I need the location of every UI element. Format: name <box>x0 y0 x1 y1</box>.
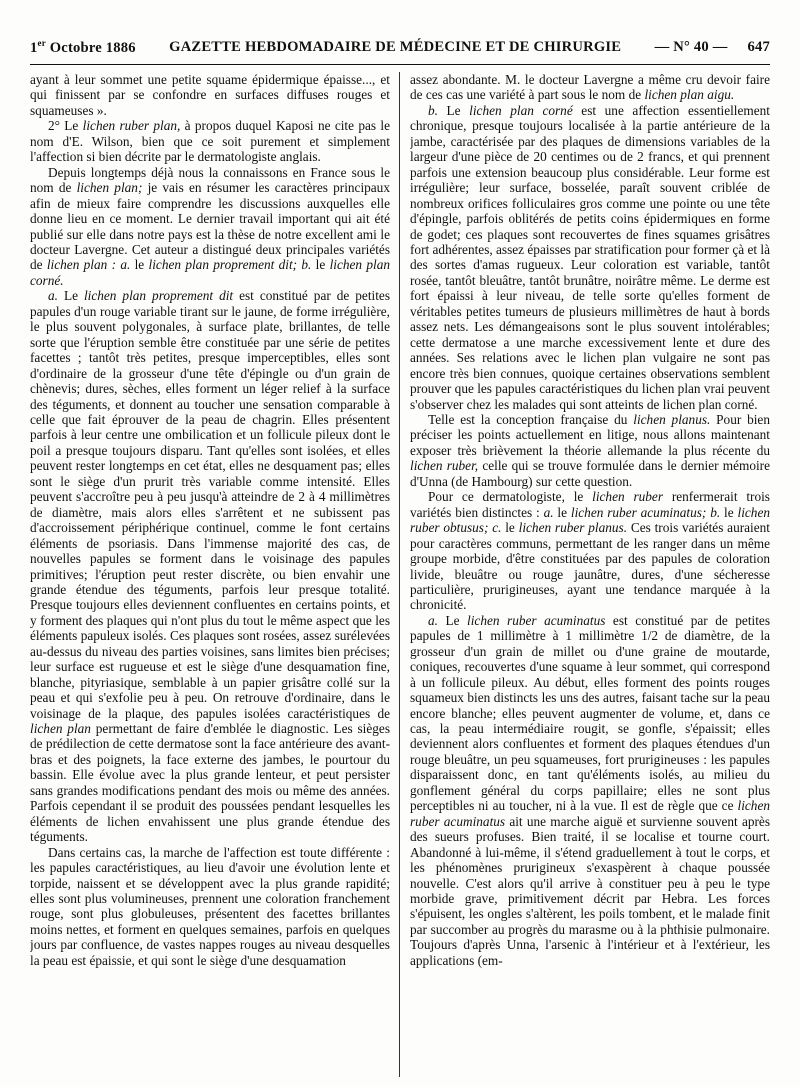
text-run: Ces trois variétés auraient pour caractères communs, permettant de les ranger dans un même groupe morbide, d'être constituées par des papules de coloration livide, bleuâtre ou rouge jaunâtre, dures, d'une sécheresse particulière, prurigineuses, ayant une tendance marquée à la chronicité. <box>410 520 770 613</box>
right-text-column <box>410 72 770 1082</box>
italic-term: lichen ruber acuminatus; b. <box>570 504 721 520</box>
journal-title: GAZETTE HEBDOMADAIRE DE MÉDECINE ET DE CHIRURGIE <box>169 38 622 55</box>
italic-term: lichen ruber obtusus; c. <box>410 504 770 536</box>
text-run: est constitué par de petites papules d'un rouge variable tirant sur le jaune, de forme irrégulière, le plus souvent polygonales, à surface plate, brillantes, de telle sorte que l'éruption semble être constituée par une série de petites facettes ; tantôt très petites, presque imperceptibles, elles sont d'ordinaire de la grosseur d'une tête d'épingle ou d'un grain de chènevis; dures, sèches, elles forment un léger relief à la surface des téguments, et donnent au toucher une sensation comparable à celle que fait éprouver de la peau de chagrin. Elles présentent parfois à leur centre une ombilication et un follicule pileux dont le poil a presque toujours disparu. Tant qu'elles sont isolées, et elles peuvent rester longtemps en cet état, elles ne desquament pas; elles sont le siège d'un prurit très variable comme intensité. Elles peuvent s'accroître peu à peu jusqu'à atteindre de 2 à 4 millimètres de diamètre, mais alors elles s'arrêtent et ne subissent pas d'accroissement périphérique continuel, comme le font certains éléments de psoriasis. Dans l'immense majorité des cas, de nouvelles papules se forment dans le voisinage des papules primitives; l'éruption peut rester discrète, ou bien envahir une grande étendue des téguments, parfois leur presque totalité. Presque toujours elles deviennent confluentes en certains points, et y forment des plaques qui n'ont plus du tout le même aspect que les éléments papuleux isolés. Ces plaques sont rosées, assez surélevées au-dessus du niveau des parties voisines, sans limites bien précises; leur surface est rugueuse et est le siège d'une desquamation fine, blanche, pityriasique, semblable à un papier grisâtre collé sur la peau et qui s'exfolie peu à peu. On retrouve d'ordinaire, dans le voisinage de la plaque, des papules isolées caractéristiques de <box>30 288 390 721</box>
text-run: est une affection essentiellement chronique, presque toujours localisée à la partie antérieure de la jambe, caractérisée par des plaques de dimensions variables de la largeur d'une pièce de 20 centimes ou de 2 francs, et qui prennent parfois une extension beaucoup plus considérable. Leur forme est irrégulière; leur surface, bosselée, paraît souvent criblée de nombreux orifices folliculaires gros comme une pointe ou une tête d'épingle, parfois oblitérés de petits coins épidermiques en forme de godet; ces plaques sont recouvertes de fines squames grisâtres fort adhérentes, assez épaisses par stratification pour former çà et là des sortes d'amas rugueux. Leur coloration est variable, tantôt rosée, tantôt bleuâtre, tantôt brunâtre, noirâtre même. Le derme est fort épaissi à leur niveau, de telle sorte qu'elles forment de véritables petites tumeurs de plusieurs millimètres de haut à bords assez nets. Les démangeaisons sont le plus souvent intolérables; cette dermatose a une marche excessivement lente et dure des années. Ses relations avec le lichen plan vulgaire ne sont pas encore très bien connues, quoique certaines observations semblent prouver que les papules caractéristiques du lichen plan vrai peuvent s'observer chez les malades qui sont atteints de lichen plan corné. <box>410 102 770 412</box>
italic-term: lichen ruber planus. <box>518 520 628 536</box>
paragraph <box>30 288 390 844</box>
paragraph <box>410 412 770 489</box>
text-run: le <box>501 520 519 536</box>
text-run: le <box>720 504 738 520</box>
text-run: je vais en résumer les caractères principaux afin de mieux faire comprendre les discussions auxquelles elle donne lieu en ce moment. Le dernier travail important qui ait été publié sur elle dans notre pays est la thèse de notre excellent ami le docteur Lavergne. Cet auteur a distingué deux principales variétés de <box>30 180 390 273</box>
italic-term: lichen ruber plan, <box>82 118 181 134</box>
italic-term: lichen plan aigu. <box>644 87 735 103</box>
issue-number: — N° 40 — <box>654 38 728 55</box>
italic-term: a. <box>428 612 438 628</box>
issue-date: 1er Octobre 1886 <box>30 37 136 56</box>
paragraph <box>30 72 390 118</box>
paragraph <box>410 489 770 613</box>
text-run: Pour bien préciser les points actuellement en litige, nous allons maintenant exposer très brièvement la théorie allemande la plus récente du <box>410 411 770 458</box>
text-run: assez abondante. M. le docteur Lavergne a même cru devoir faire de ces cas une variété à part sous le nom de <box>410 72 770 103</box>
paragraph <box>410 613 770 968</box>
text-run: le <box>311 257 330 273</box>
italic-term: lichen plan <box>30 721 91 737</box>
italic-term: a. <box>48 288 58 304</box>
italic-term: lichen ruber acuminatus <box>410 798 770 829</box>
running-header <box>30 30 770 65</box>
text-run: le <box>130 257 149 273</box>
text-run: Pour ce dermatologiste, le <box>428 489 593 505</box>
text-run: à propos duquel Kaposi ne cite pas le nom d'E. Wilson, bien que ce soit purement et simplement l'affection si bien décrite par le dermatologiste anglais. <box>30 118 390 165</box>
text-run: permettant de faire d'emblée le diagnostic. Les sièges de prédilection de cette dermatose sont la face antérieure des avant-bras et des poignets, la face externe des jambes, le pourtour du bassin. Elle évolue avec la plus grande lenteur, et peut persister sans grandes modifications pendant des mois ou même des années. Parfois cependant il se produit des poussées pendant lesquelles les éléments de lichen envahissent une plus grande étendue des téguments. <box>30 721 390 845</box>
text-run: renfermerait trois variétés bien distinctes : <box>410 489 770 520</box>
text-run: Dans certains cas, la marche de l'affection est toute différente : les papules caractéristiques, au lieu d'avoir une évolution lente et torpide, naissent et se développent avec la plus grande rapidité; elles sont plus volumineuses, prennent une coloration franchement rouge, sont plus globuleuses, présentent des facettes brillantes moins nettes, et forment en quelques semaines, parfois en quelques jours par confluence, de vastes nappes rouges au niveau desquelles la peau est épaissie, et qui sont le siège d'une desquamation <box>30 844 390 968</box>
italic-term: a. <box>543 504 554 520</box>
text-run: est constitué par de petites papules de 1 millimètre à 1 millimètre 1/2 de diamètre, de la grosseur d'un grain de millet ou d'une graine de moutarde, coniques, recouvertes d'une squame à leur sommet, qui correspond à un follicule pileux. Au début, elles forment des points rouges squameux bien distincts les uns des autres, faisant tache sur la peau encore blanche; elles peuvent augmenter de volume, et, dans ce cas, la peau intermédiaire rougit, se gonfle, s'épaissit; elles deviennent alors confluentes et forment des plaques étendues d'un rouge bleuâtre, un peu squameuses, fort prurigineuses : les papules disparaissent donc, en tant qu'éléments isolés, au milieu du gonflement général du corps papillaire; elles ne sont plus perceptibles ni au toucher, ni à la vue. Il est de règle que ce <box>410 612 770 814</box>
text-run: ayant à leur sommet une petite squame épidermique épaisse..., et qui finissent par se confondre en surfaces diffuses rouges et squameuses ». <box>30 72 390 118</box>
column-divider <box>399 72 400 1077</box>
italic-term: b. <box>428 102 438 118</box>
text-run: Depuis longtemps déjà nous la connaissons en France sous le nom de <box>30 164 390 196</box>
italic-term: lichen plan proprement dit; b. <box>148 257 312 273</box>
italic-term: lichen plan proprement dit <box>83 288 234 304</box>
paragraph <box>30 845 390 969</box>
text-run: ait une marche aiguë et survienne souvent après des sueurs profuses. Bien traité, il se localise et tourne court. Abandonné à lui-même, il s'étend graduellement à tout le corps, et les phénomènes prurigineux s'exaspèrent à chaque poussée nouvelle. C'est alors qu'il arrive à constituer peu à peu le type morbide grave, primitivement décrit par Hebra. Les forces s'épuisent, les ongles s'altèrent, les poils tombent, et le malade finit par succomber au progrès du marasme ou à la phthisie pulmonaire. Toujours d'après Unna, l'arsenic à l'intérieur et à l'extérieur, les applications (em- <box>410 813 770 968</box>
italic-term: lichen plan : a. <box>46 257 131 273</box>
page-number: 647 <box>747 38 770 55</box>
italic-term: lichen plan corné <box>469 102 573 118</box>
text-run: Le <box>437 102 470 118</box>
text-run: Telle est la conception française du <box>428 411 634 427</box>
paragraph <box>410 72 770 103</box>
paragraph <box>30 165 390 289</box>
italic-term: lichen ruber <box>592 489 663 505</box>
italic-term: lichen ruber acuminatus <box>467 612 606 628</box>
italic-term: lichen plan; <box>76 180 143 196</box>
left-text-column <box>30 72 390 1082</box>
paragraph <box>30 118 390 164</box>
paragraph <box>410 103 770 412</box>
text-run: 2° Le <box>48 118 83 134</box>
italic-term: lichen ruber, <box>410 458 479 474</box>
text-run: Le <box>437 612 468 628</box>
text-run: Le <box>57 288 84 304</box>
italic-term: lichen plan corné. <box>30 257 390 288</box>
text-run: celle qui se trouve formulée dans le dernier mémoire d'Unna (de Hambourg) sur cette question. <box>410 458 770 489</box>
italic-term: lichen planus. <box>633 411 711 427</box>
text-run: le <box>553 504 571 520</box>
